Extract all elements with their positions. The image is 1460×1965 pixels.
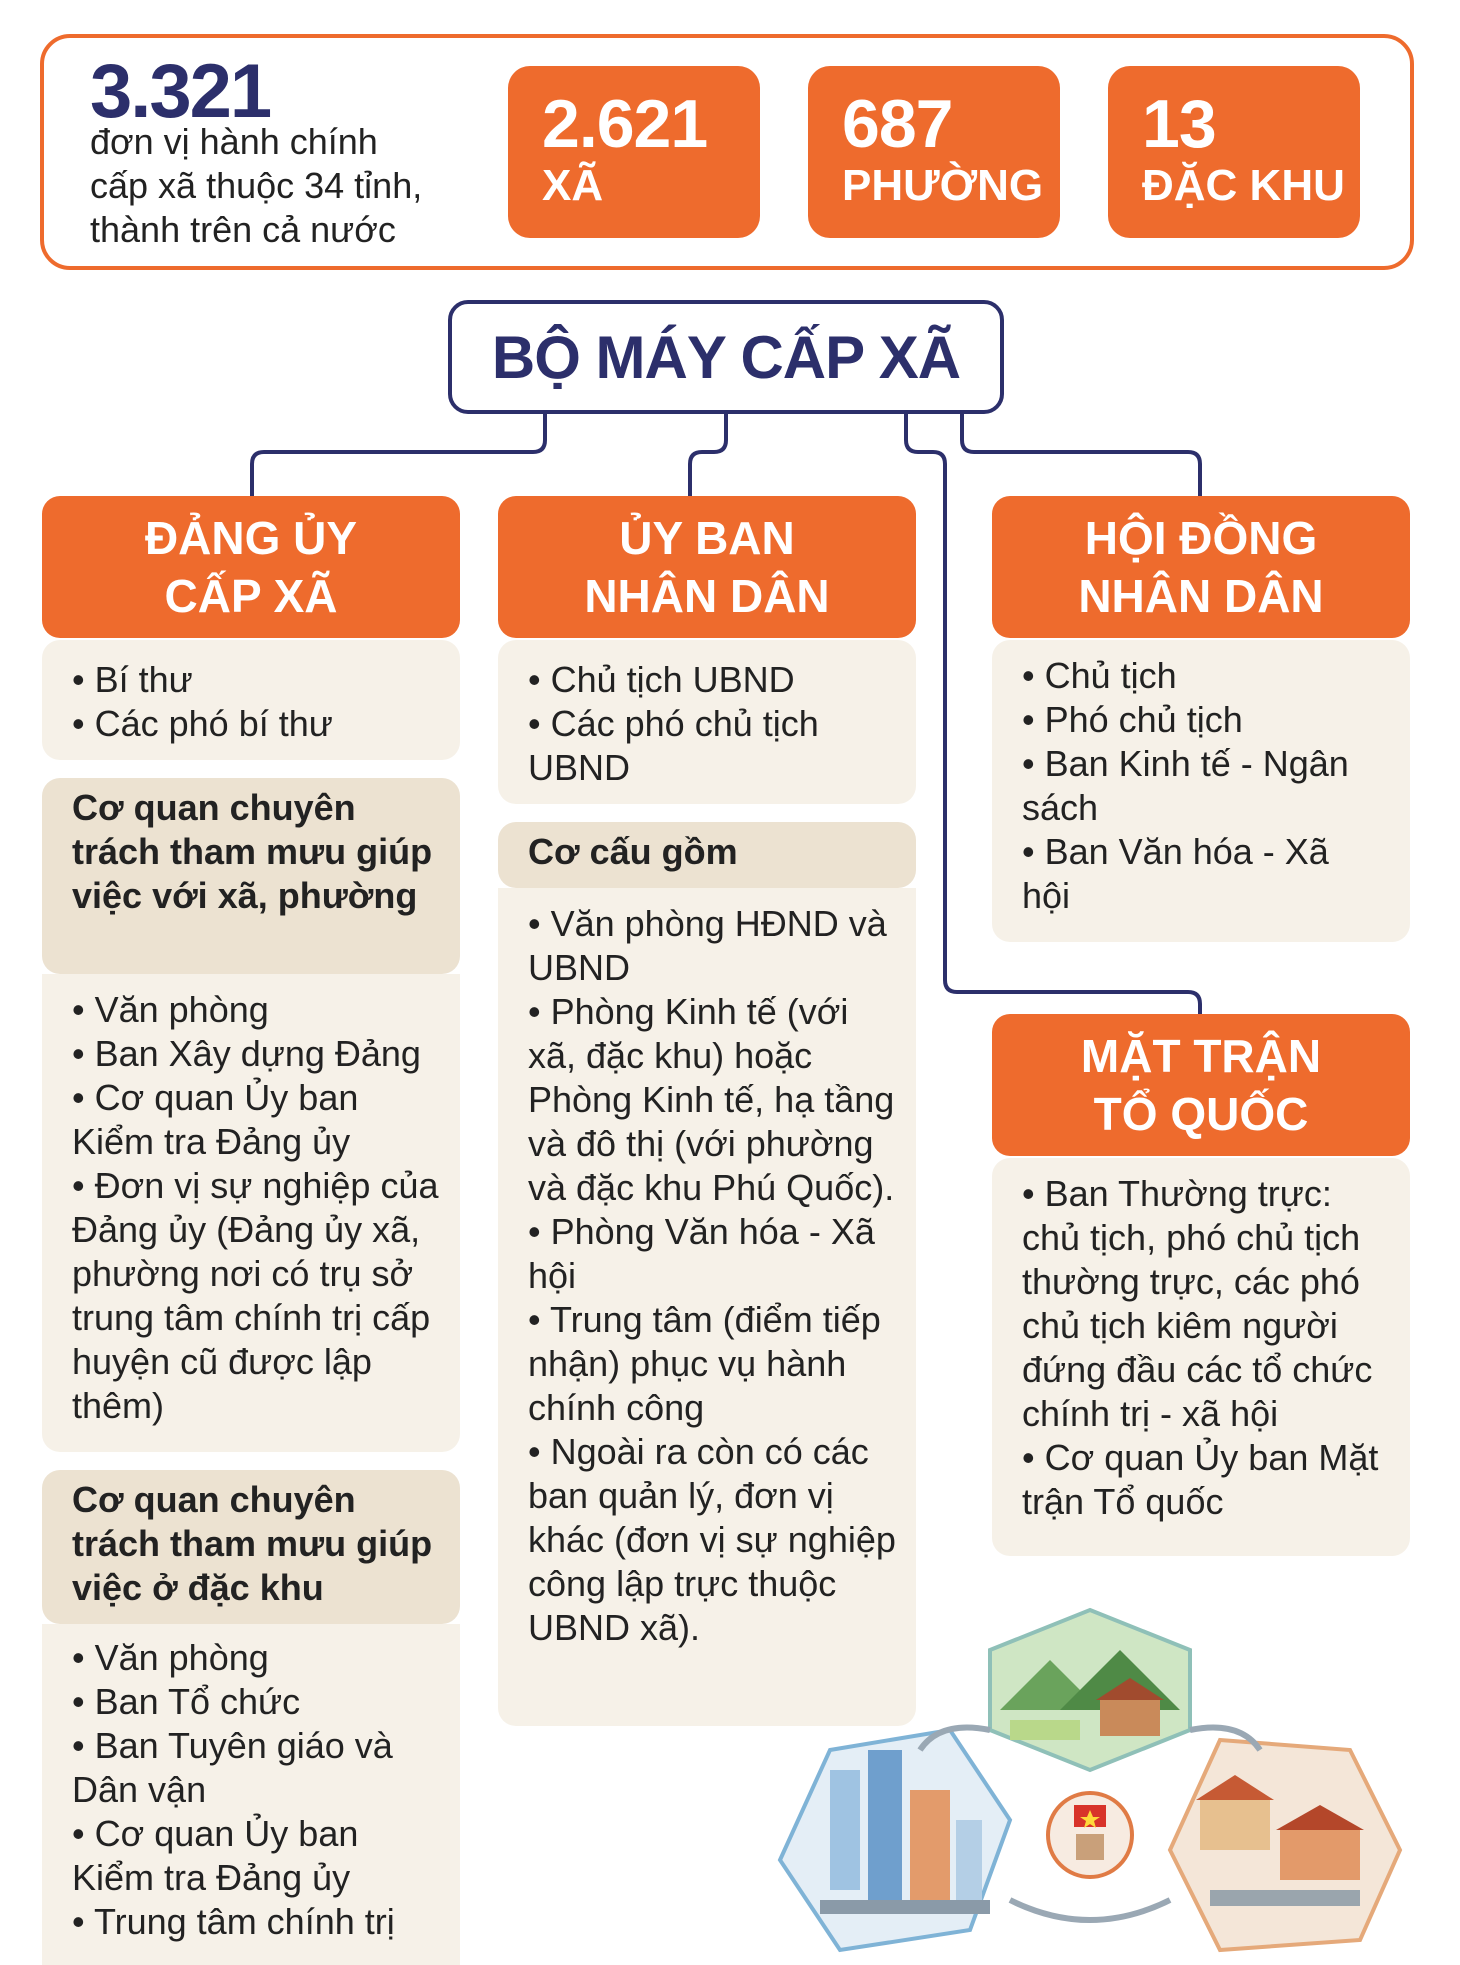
hdnd-header — [992, 496, 1410, 638]
list-item: • Các phó chủ tịch UBND — [528, 703, 819, 788]
list-item: • Ban Văn hóa - Xã hội — [1022, 831, 1329, 916]
ubnd-structure-title — [498, 822, 916, 888]
list-item: • Văn phòng HĐND và UBND — [528, 903, 887, 988]
list-item: • Ban Tuyên giáo và Dân vận — [72, 1725, 393, 1810]
subsection-title: Cơ quan chuyên trách tham mưu giúp việc ở đặc khu — [72, 1479, 433, 1608]
list-item: • Ban Tổ chức — [72, 1681, 301, 1722]
subsection-title: Cơ quan chuyên trách tham mưu giúp việc với xã, phường — [72, 787, 433, 916]
ubnd-leadership — [498, 640, 916, 804]
connector-ubnd — [690, 414, 726, 498]
connector-hdnd — [962, 414, 1200, 498]
list-item: • Cơ quan Ủy ban Mặt trận Tổ quốc — [1022, 1437, 1379, 1522]
list-item: • Văn phòng — [72, 989, 269, 1030]
subsection-title: Cơ cấu gồm — [528, 831, 738, 872]
center-emblem — [1048, 1793, 1132, 1877]
diagram-title: BỘ MÁY CẤP XÃ — [448, 300, 1004, 414]
mttq-list — [992, 1158, 1410, 1556]
ubnd-header — [498, 496, 916, 638]
dang-uy-subsection-2-list — [42, 1624, 460, 1965]
dang-uy-leadership — [42, 640, 460, 760]
list-item: • Ban Xây dựng Đảng — [72, 1033, 421, 1074]
header-line: NHÂN DÂN — [584, 570, 830, 622]
list-item: • Bí thư — [72, 659, 193, 700]
stat-number: 687 — [842, 86, 953, 162]
list-item: • Chủ tịch UBND — [528, 659, 795, 700]
list-item: • Ngoài ra còn có các ban quản lý, đơn vị khác (đơn vị sự nghiệp công lập trực thuộc UBND xã). — [528, 1431, 896, 1648]
list-item: • Chủ tịch — [1022, 655, 1177, 696]
total-desc-line: cấp xã thuộc 34 tỉnh, — [90, 165, 423, 206]
mttq-header — [992, 1014, 1410, 1156]
stat-label: ĐẶC KHU — [1142, 161, 1345, 210]
dang-uy-subsection-1-title — [42, 778, 460, 974]
dang-uy-subsection-2-title — [42, 1470, 460, 1624]
list-item: • Cơ quan Ủy ban Kiểm tra Đảng ủy — [72, 1077, 359, 1162]
stat-number: 13 — [1142, 86, 1216, 162]
list-item: • Ban Kinh tế - Ngân sách — [1022, 743, 1349, 828]
stat-label: PHƯỜNG — [842, 161, 1044, 210]
list-item: • Phòng Văn hóa - Xã hội — [528, 1211, 875, 1296]
header-line: CẤP XÃ — [164, 570, 338, 622]
list-item: • Phó chủ tịch — [1022, 699, 1243, 740]
dang-uy-header — [42, 496, 460, 638]
header-line: HỘI ĐỒNG — [1084, 512, 1318, 564]
city-landscape-illustration — [760, 1600, 1420, 1962]
header-line: ĐẢNG ỦY — [144, 512, 358, 564]
header-line: NHÂN DÂN — [1078, 570, 1324, 622]
list-item: • Đơn vị sự nghiệp của Đảng ủy (Đảng ủy xã, phường nơi có trụ sở trung tâm chính trị cấp huyện cũ được lập thêm) — [72, 1165, 439, 1426]
list-item: • Trung tâm chính trị — [72, 1901, 395, 1942]
dang-uy-subsection-1-list — [42, 974, 460, 1452]
header-line: ỦY BAN — [619, 512, 795, 564]
stat-label: XÃ — [542, 161, 604, 210]
list-item: • Các phó bí thư — [72, 703, 333, 744]
stat-number: 2.621 — [542, 86, 708, 162]
list-item: • Cơ quan Ủy ban Kiểm tra Đảng ủy — [72, 1813, 359, 1898]
rural-hexagon — [990, 1610, 1190, 1770]
list-item: • Văn phòng — [72, 1637, 269, 1678]
list-item: • Phòng Kinh tế (với xã, đặc khu) hoặc Phòng Kinh tế, hạ tầng và đô thị (với phường và đặc khu Phú Quốc). — [528, 991, 895, 1208]
urban-hexagon — [780, 1730, 1010, 1950]
total-desc-line: thành trên cả nước — [90, 209, 396, 250]
hdnd-list — [992, 640, 1410, 942]
total-units-number: 3.321 — [90, 49, 271, 134]
header-line: MẶT TRẬN — [1080, 1030, 1322, 1082]
list-item: • Ban Thường trực: chủ tịch, phó chủ tịch thường trực, các phó chủ tịch kiêm người đứng đầu các tổ chức chính trị - xã hội — [1022, 1173, 1373, 1434]
connector-dang-uy — [252, 414, 545, 498]
list-item: • Trung tâm (điểm tiếp nhận) phục vụ hành chính công — [528, 1299, 881, 1428]
total-desc-line: đơn vị hành chính — [90, 121, 378, 162]
town-hexagon — [1170, 1740, 1400, 1950]
header-line: TỔ QUỐC — [1093, 1088, 1309, 1140]
